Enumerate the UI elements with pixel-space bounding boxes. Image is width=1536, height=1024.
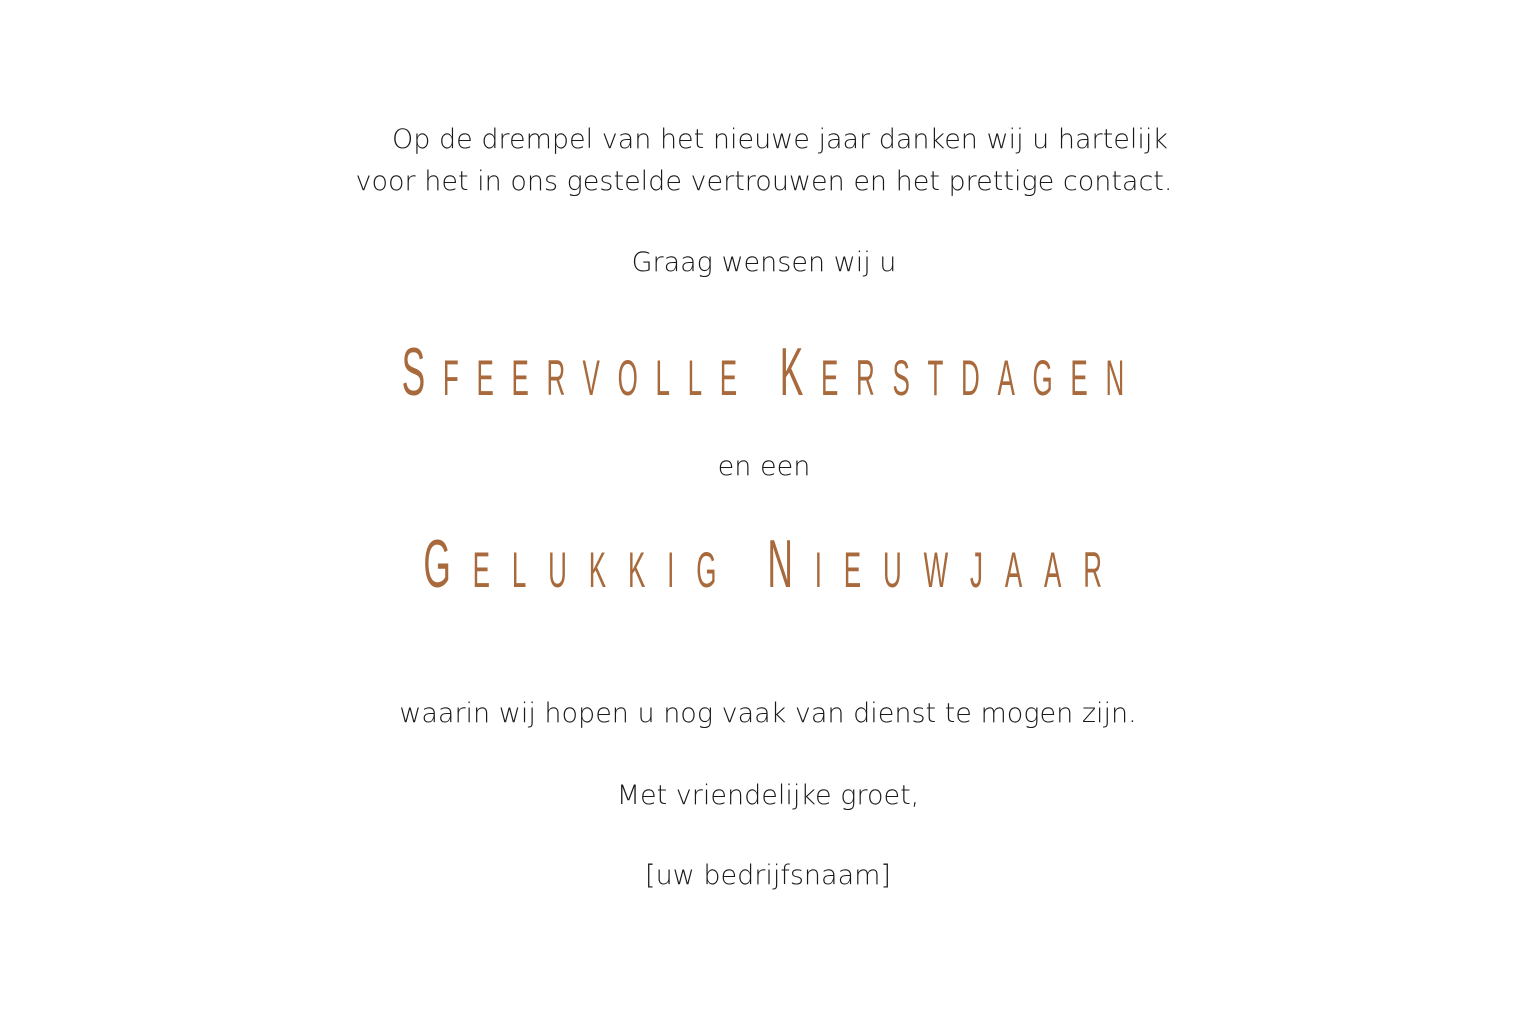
headline-space — [755, 350, 780, 406]
headline-letter: F — [443, 350, 477, 406]
headline-letter: A — [1044, 542, 1084, 598]
headline-letter: U — [883, 542, 925, 598]
headline-letter: R — [546, 350, 583, 406]
headline-newyear-row — [6, 526, 1536, 602]
headline-letter: E — [511, 350, 547, 406]
headline-letter: G — [1032, 350, 1071, 406]
closing-line: waarin wij hopen u nog vaak van dienst te mogen zijn. — [399, 698, 1137, 729]
greeting-text: Met vriendelijke groet, — [616, 780, 920, 811]
headline-letter: E — [476, 350, 512, 406]
headline-letter: U — [548, 542, 590, 598]
headline-letter: D — [961, 350, 998, 406]
headline-letter: A — [1005, 542, 1045, 598]
headline-letter: W — [924, 542, 971, 598]
headline-letter: V — [582, 350, 618, 406]
headline-letter: E — [821, 350, 857, 406]
headline-letter: N — [767, 526, 816, 602]
headline-letter: I — [815, 542, 845, 598]
headline-letter: T — [927, 350, 962, 406]
headline-letter: K — [628, 542, 668, 598]
headline-letter: O — [617, 350, 656, 406]
headline-letter: N — [1105, 350, 1143, 406]
headline-letter: R — [856, 350, 893, 406]
wish-lead: Graag wensen wij u — [631, 247, 897, 278]
headline-letter: K — [779, 334, 822, 410]
headline-letter: I — [667, 542, 697, 598]
headline-space — [739, 542, 768, 598]
company-name: [uw bedrijfsnaam] — [645, 860, 891, 891]
headline-letter: G — [696, 542, 739, 598]
headline-letter: S — [892, 350, 928, 406]
headline-letter: E — [719, 350, 755, 406]
headline-letter: E — [844, 542, 884, 598]
headline-letter: G — [423, 526, 474, 602]
headline-letter: L — [655, 350, 688, 406]
headline-letter: E — [473, 542, 513, 598]
headline-letter: L — [512, 542, 549, 598]
headline-christmas-row — [4, 334, 1536, 410]
intro-line-2: voor het in ons gestelde vertrouwen en het prettige contact. — [355, 166, 1173, 197]
headline-letter: R — [1083, 542, 1125, 598]
headline-letter: A — [997, 350, 1033, 406]
headline-christmas — [401, 334, 1143, 410]
headline-letter: K — [589, 542, 629, 598]
headline-letter: S — [401, 334, 444, 410]
intro-line-1: Op de drempel van het nieuwe jaar danken wij u hartelijk — [392, 124, 1168, 155]
headline-letter: J — [970, 542, 1006, 598]
headline-newyear — [423, 526, 1125, 602]
headline-letter: L — [687, 350, 720, 406]
headline-letter: E — [1070, 350, 1106, 406]
connector-text: en een — [717, 451, 811, 482]
